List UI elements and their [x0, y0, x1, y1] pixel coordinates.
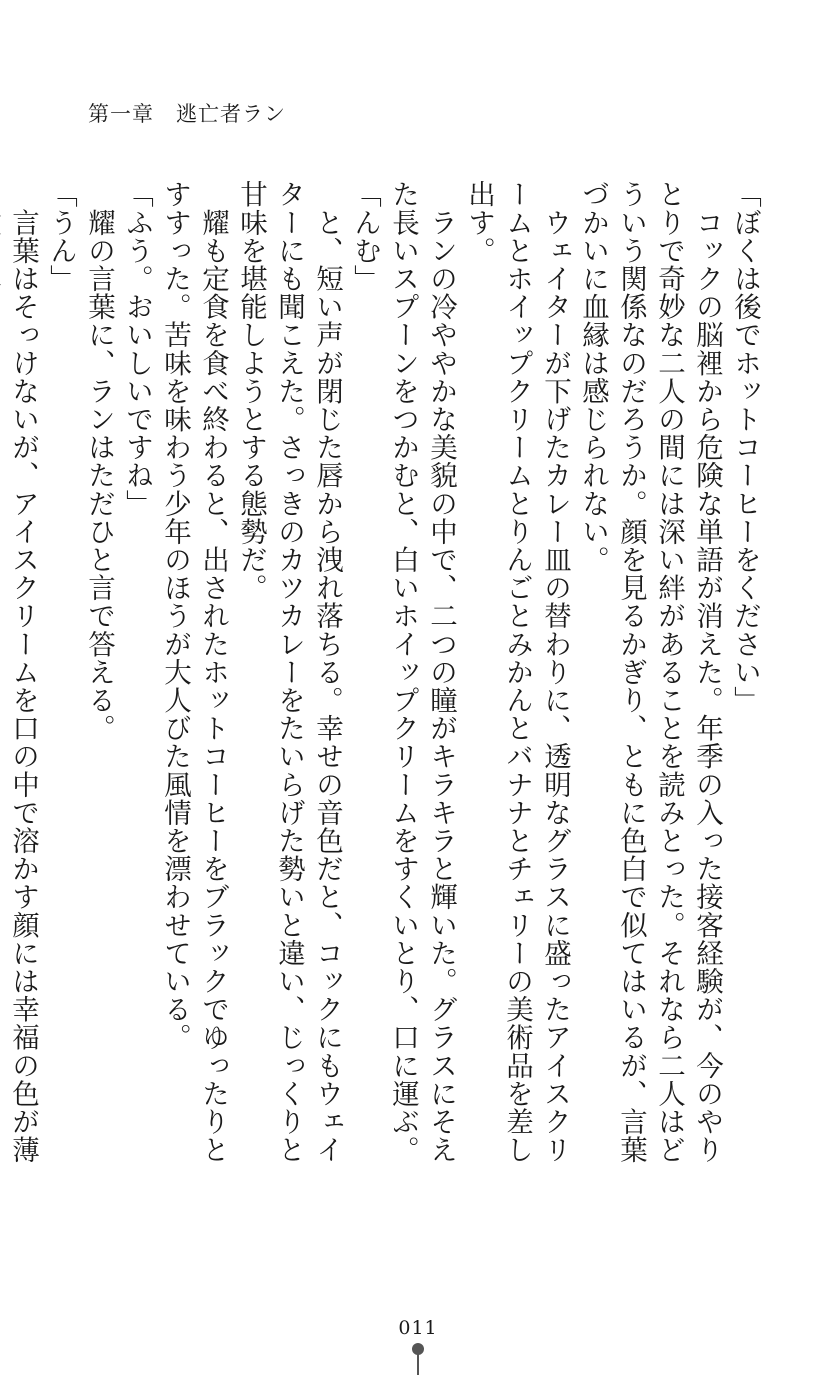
paragraph: 「うん」 [45, 180, 77, 293]
vertical-body-text [7, 180, 764, 1180]
running-header [88, 98, 286, 128]
paragraph: と、短い声が閉じた唇から洩れ落ちる。幸せの音色だと、コックにもウェイターにも聞こえた。さっきのカツカレーをたいらげた勢いと違い、じっくりと甘味を堪能しようとする態勢だ。 [235, 180, 343, 1164]
paragraph: 「ふう。おいしいですね」 [121, 180, 153, 518]
paragraph: 耀も定食を食べ終わると、出されたホットコーヒーをブラックでゆったりとすすった。苦味を味わう少年のほうが大人びた風情を漂わせている。 [159, 180, 229, 1164]
paragraph: 言葉はそっけないが、アイスクリームを口の中で溶かす顔には幸福の色が薄 [7, 208, 39, 1164]
paragraph: 「ぼくは後でホットコーヒーをください」 [729, 180, 761, 714]
paragraph: ランの冷ややかな美貌の中で、二つの瞳がキラキラと輝いた。グラスにそえた長いスプーンをつかむと、白いホイップクリームをすくいとり、口に運ぶ。 [387, 180, 457, 1164]
page-number: 011 [398, 1317, 438, 1339]
paragraph: 「んむ」 [349, 180, 381, 293]
chapter-title: 第一章 逃亡者ラン [88, 102, 286, 126]
paragraph: ウェイターが下げたカレー皿の替わりに、透明なグラスに盛ったアイスクリームとホイップクリームとりんごとみかんとバナナとチェリーの美術品を差し出す。 [463, 180, 571, 1164]
folio-ornament-icon [417, 1343, 419, 1375]
paragraph: コックの脳裡から危険な単語が消えた。年季の入った接客経験が、今のやりとりで奇妙な二人の間には深い絆があることを読みとった。それなら二人はどういう関係なのだろうか。顔を見るかぎり、ともに色白で似てはいるが、言葉づかいに血縁は感じられない。 [577, 180, 723, 1164]
paragraph: 耀の言葉に、ランはただひと言で答える。 [83, 180, 115, 742]
